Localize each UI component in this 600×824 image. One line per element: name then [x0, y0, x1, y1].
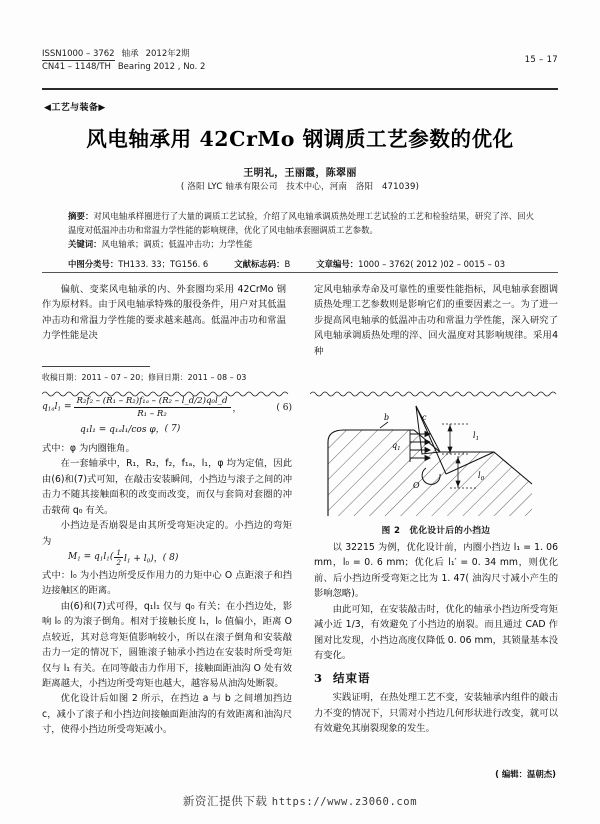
- author-list: 王明礼，王丽霞，陈翠丽: [243, 168, 357, 179]
- equation-6-numerator: R₂f₂ – (R₁ – R₂)f₁ₐ – (R₂ – l_d/2)q₀l_d: [74, 396, 231, 408]
- section-3-heading: [314, 669, 558, 688]
- article-metadata: [68, 258, 534, 270]
- left-paragraph-1: 偏航、变桨风电轴承的内、外套圈均采用 42CrMo 钢作为原材料。由于风电轴承特殊的服役条件，用户对其低温冲击功和常温力学性能的要求越来越高。低温冲击功和常温力学性能是决: [42, 284, 286, 342]
- equation-6: $q_{1a}l_1$ = $\frac{\text{R₂f₂ – (R₁ – R₂)f₁ₐ – (R₂ – l\_d/2)q₀l\_d}}{\text{R₁ – R₂}}$ ， ( 6): [42, 396, 292, 419]
- figure-2-drawing: [318, 396, 554, 520]
- figure-label-q1: $q_1$: [392, 441, 401, 452]
- left-paragraph-2: 在一套轴承中，R₁，R₂，f₂，f₁ₐ，l₁，φ 均为定值，因此由(6)和(7)式可知，在敲击安装瞬间，小挡边与滚子之间的冲击力不随其接触面积的改变而改变，而仅与套筒对套圈的冲击载荷 q₀ 有关。: [42, 458, 292, 516]
- figure-label-O: O: [413, 481, 420, 490]
- footnote-rule: [42, 366, 150, 367]
- right-column-top: [314, 282, 558, 359]
- footer-watermark-text: 新资汇提供下载: [182, 794, 268, 808]
- figure-label-l1: $l_1$: [473, 431, 480, 442]
- right-paragraph-1: 定风电轴承寿命及可靠性的重要性能指标，风电轴承套圈调质热处理工艺参数则是影响它们的重要因素之一。为了进一步提高风电轴承的低温冲击功和常温力学性能，深入研究了风电轴承调质热处理的淬、回火温度对其影响规律。采用4种: [314, 284, 558, 357]
- footer-watermark-url[interactable]: https://www.z3060.com: [271, 796, 418, 808]
- left-paragraph-4: 由(6)和(7)式可得，q₁l₁ 仅与 q₀ 有关；在小挡边处，影响 l₀ 的为滚子倒角。相对于接触长度 l₁，l₀ 值偏小，距离 O 点较近，其对总弯矩值影响较小，所以在滚子倒角和安装敲击力一定的情况下，圆锥滚子轴承小挡边在安装时所受弯矩仅与 l₁ 有关。在同等敲击力作用下，接触面距油沟 O 处有效距离越大，小挡边所受弯矩也越大，越容易从油沟处断裂。: [42, 600, 292, 689]
- formula-region: [42, 396, 292, 437]
- equation-6-denominator: R₁ – R₂: [137, 409, 167, 419]
- figure-leader-b: [380, 422, 388, 428]
- figure-label-l0: $l_0$: [478, 471, 485, 482]
- right-paragraph-example: 以 32215 为例，优化设计前，内圈小挡边 l₁ = 1. 06 mm，l₀ = 0. 6 mm；优化后 l₁′ = 0. 34 mm，则优化前、后小挡边所受弯矩之比为 1. 47( 油沟尺寸减小产生的影响忽略)。: [314, 542, 558, 600]
- received-date-footnote: 收稿日期：2011 – 07 – 20；修回日期：2011 – 08 – 03: [42, 373, 247, 382]
- keywords-text: 风电轴承；调质；低温冲击功；力学性能: [101, 239, 253, 250]
- clc-label: 中图分类号：: [68, 259, 119, 269]
- journal-issue-cn: 2012年2期: [145, 49, 190, 59]
- abstract-label: 摘要：: [68, 211, 94, 221]
- author-affiliation: ( 洛阳 LYC 轴承有限公司 技术中心，河南 洛阳 471039): [180, 182, 420, 192]
- section-category-tag: ◀工艺与装备▶: [44, 103, 106, 113]
- keywords-paragraph: [68, 238, 534, 252]
- note-after-eq7: 式中：φ 为内圈锥角。: [42, 443, 135, 454]
- doc-code-value: B: [284, 259, 291, 269]
- article-number: [316, 258, 505, 270]
- equation-6-lhs: $q_{1a}l_1$ =: [42, 402, 72, 413]
- note-after-eq8: 式中：l₀ 为小挡边所受反作用力的力矩中心 O 点距滚子和挡边接触区的距离。: [42, 570, 292, 597]
- cn-number: CN41 – 1148/TH: [42, 62, 111, 73]
- left-column-body-b: [42, 568, 292, 738]
- article-number-value: 1000 – 3762( 2012 )02 – 0015 – 03: [358, 259, 506, 269]
- equation-6-number: ( 6): [276, 402, 292, 413]
- equation-8-rhs: $l_1 + l_0$)，: [124, 553, 163, 565]
- equation-8-lhs: $M_1 = q_1l_1$(: [68, 552, 114, 563]
- left-paragraph-5: 优化设计后如图 2 所示，在挡边 a 与 b 之间增加挡边 c，减小了滚子和小挡边间接触面距油沟的有效距离和油沟尺寸，使得小挡边所受弯矩减小。: [42, 693, 292, 736]
- abstract-text: 对风电轴承样圈进行了大量的调质工艺试验，介绍了风电轴承调质热处理工艺试验的工艺和检验结果，研究了淬、回火温度对低温冲击功和常温力学性能的影响规律，优化了风电轴承套圈调质工艺参数。: [68, 211, 535, 235]
- masthead: [42, 48, 558, 74]
- equation-7: [42, 422, 292, 435]
- abstract-block: [68, 210, 534, 252]
- journal-name-cn: 轴承: [121, 49, 139, 59]
- clc-number: [68, 258, 208, 270]
- equation-6-fraction: [74, 396, 231, 419]
- right-paragraph-final: 实践证明，在热处理工艺不变，安装轴承内组件的敲击力不变的情况下，只需对小挡边几何形状进行改变，就可以有效避免其崩裂现象的发生。: [314, 692, 558, 735]
- document-code: [234, 258, 290, 270]
- equation-8-half: 1 2: [116, 548, 122, 567]
- keywords-label: 关键词：: [68, 239, 102, 250]
- equation-7-body: q₁l₁ = q₁ₐl₁/cos φ，: [80, 425, 165, 435]
- figure-hatching: [318, 396, 554, 520]
- abstract-paragraph: [68, 210, 534, 237]
- page-range: 15 – 17: [524, 55, 558, 65]
- metadata-rule: [42, 272, 558, 273]
- footer-watermark: [0, 793, 600, 809]
- figure-2-caption: 图 2 优化设计后的小挡边: [381, 526, 491, 536]
- formula-region-2: [42, 548, 292, 569]
- journal-name-en: Bearing 2012 , No. 2: [117, 62, 206, 73]
- masthead-rule: [42, 88, 558, 90]
- left-column-body-a: [42, 441, 292, 549]
- doc-code-label: 文献标志码：: [234, 259, 285, 269]
- left-column-top: [42, 282, 286, 344]
- equation-8: [42, 548, 292, 567]
- right-column-body: [314, 540, 558, 737]
- section-3-title: 结束语: [333, 671, 371, 686]
- equation-8-number: ( 8): [162, 552, 179, 563]
- clc-value: TH133. 33；TG156. 6: [118, 259, 209, 269]
- section-3-number: 3: [314, 671, 324, 686]
- left-paragraph-3: 小挡边是否崩裂是由其所受弯矩决定的。小挡边的弯矩为: [42, 520, 292, 547]
- figure-label-b: b: [384, 413, 390, 422]
- article-number-label: 文章编号：: [316, 259, 359, 269]
- editor-credit: ( 编辑：温朝杰): [495, 769, 556, 779]
- figure-label-c: c: [422, 413, 427, 422]
- page-title: 风电轴承用 42CrMo 钢调质工艺参数的优化: [86, 127, 514, 151]
- right-paragraph-conclusion: 由此可知，在安装敲击时，优化的轴承小挡边所受弯矩减小近 1/3，有效避免了小挡边的崩裂。而且通过 CAD 作图对比发现，小挡边高度仅降低 0. 06 mm，其锁量基本没有变化。: [314, 603, 558, 661]
- issn-number: ISSN1000 – 3762: [42, 48, 115, 61]
- equation-7-number: ( 7): [164, 423, 181, 434]
- journal-identifiers: [42, 48, 205, 74]
